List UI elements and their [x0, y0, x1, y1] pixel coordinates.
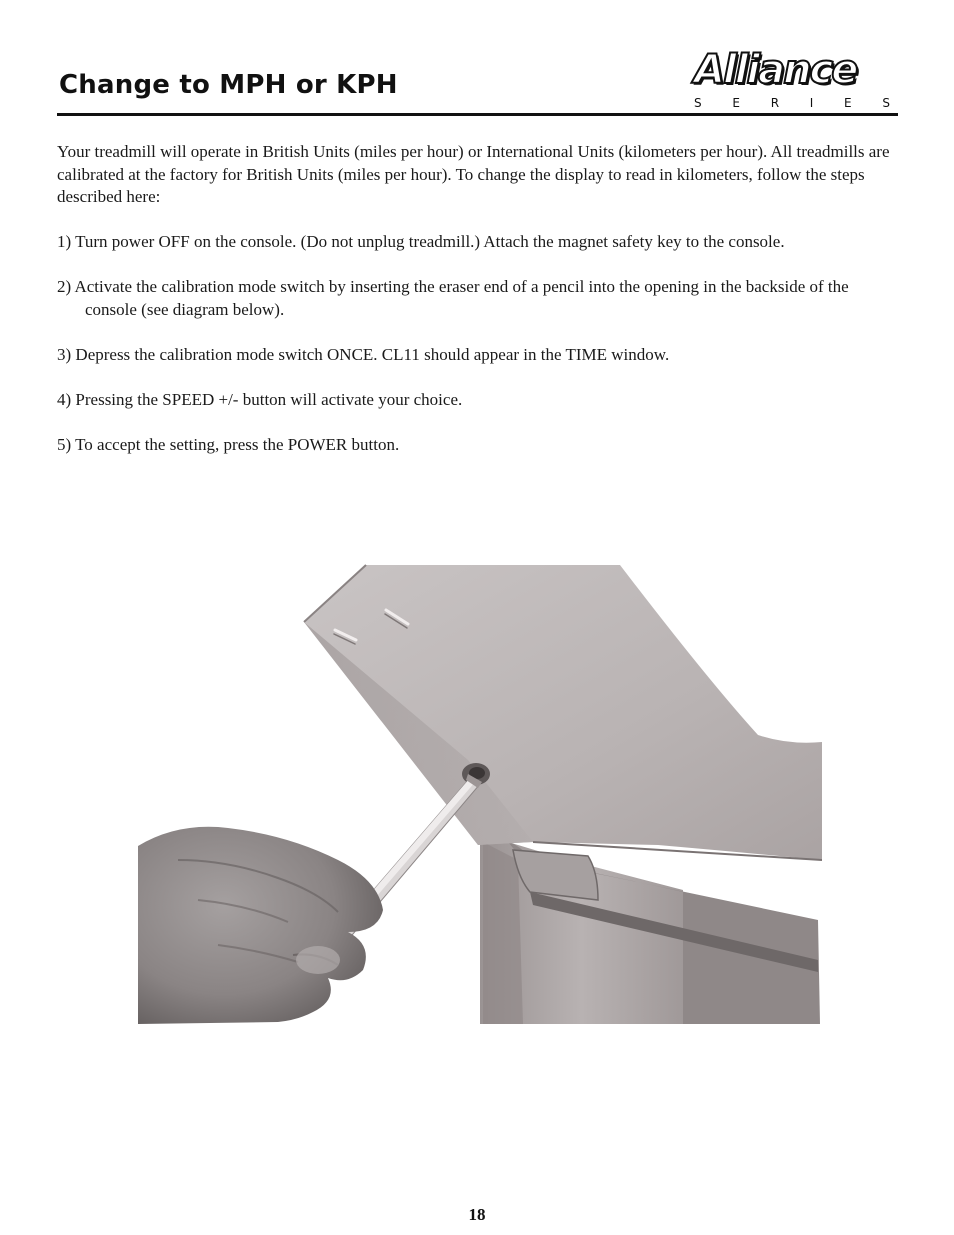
alliance-series-logo — [690, 47, 900, 112]
step-item: 5) To accept the setting, press the POWER button. — [57, 434, 400, 454]
logo-series-text — [694, 96, 890, 110]
logo-series-letter: S — [882, 96, 890, 110]
logo-series-letter: R — [770, 96, 780, 110]
logo-series-letter: S — [694, 96, 702, 110]
intro-paragraph: Your treadmill will operate in British Units (miles per hour) or International Units (kilometers per hour). All treadmills are calibrated at the factory for British Units (miles per hour). To change the display to read in kilometers, follow the steps described here: — [57, 142, 890, 206]
page-title: Change to MPH or KPH — [59, 70, 398, 100]
step-item: 1) Turn power OFF on the console. (Do not unplug treadmill.) Attach the magnet safety key to the console. — [57, 232, 785, 251]
console-pencil-photo — [138, 560, 822, 1024]
logo-wordmark: Alliance — [694, 47, 857, 93]
logo-series-letter: I — [809, 96, 814, 110]
logo-series-letter: E — [844, 96, 852, 110]
step-item: 4) Pressing the SPEED +/- button will activate your choice. — [57, 389, 463, 409]
step-item: 2) Activate the calibration mode switch by inserting the eraser end of a pencil into the opening in the backside of the console (see diagram below). — [57, 277, 849, 319]
logo-series-letter: E — [732, 96, 740, 110]
hand — [138, 827, 383, 1024]
header-divider — [57, 113, 898, 116]
instructions — [57, 141, 899, 479]
step-item: 3) Depress the calibration mode switch ONCE. CL11 should appear in the TIME window. — [57, 344, 670, 364]
page-number: 18 — [468, 1205, 486, 1224]
